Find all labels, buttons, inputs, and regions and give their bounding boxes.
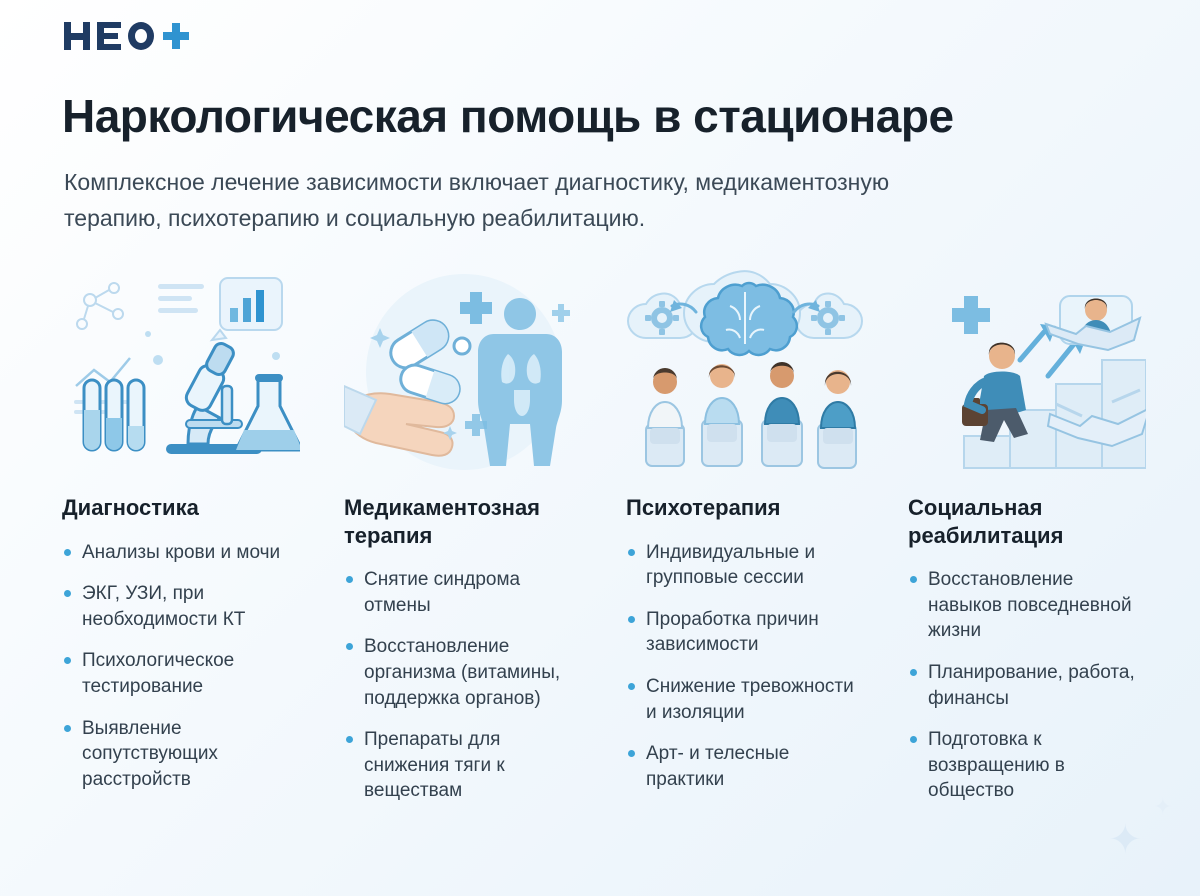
- column-list: [62, 540, 300, 793]
- list-item: Выявление сопутствующих расстройств: [62, 716, 300, 793]
- list-item: Подготовка к возвращению в общество: [908, 727, 1146, 804]
- list-item: Анализы крови и мочи: [62, 540, 300, 566]
- list-item: Арт- и телесные практики: [626, 741, 864, 792]
- list-item: ЭКГ, УЗИ, при необходимости КТ: [62, 581, 300, 632]
- list-item: Препараты для снижения тяги к веществам: [344, 727, 582, 804]
- list-item: Снижение тревожности и изоляции: [626, 674, 864, 725]
- column-social-rehab: [886, 268, 1168, 820]
- list-item: Снятие синдрома отмены: [344, 567, 582, 618]
- list-item: Психологическое тестирование: [62, 648, 300, 699]
- pills-hand-body-icon: [344, 268, 582, 478]
- list-item: Индивидуальные и групповые сессии: [626, 540, 864, 591]
- page-title: Наркологическая помощь в стационаре: [62, 89, 954, 142]
- stairs-handshake-icon: [908, 268, 1146, 478]
- column-psychotherapy: [604, 268, 886, 820]
- microscope-lab-icon: [62, 268, 300, 478]
- column-list: [626, 540, 864, 793]
- column-list: [344, 567, 582, 804]
- list-item: Восстановление навыков повседневной жизни: [908, 567, 1146, 644]
- column-medication: [322, 268, 604, 820]
- column-diagnostics: [40, 268, 322, 820]
- list-item: Планирование, работа, финансы: [908, 660, 1146, 711]
- column-heading: Медикаментозная терапия: [344, 495, 541, 548]
- column-heading: Социальная реабилитация: [908, 495, 1064, 548]
- list-item: Проработка причин зависимости: [626, 607, 864, 658]
- page-subtitle: Комплексное лечение зависимости включает диагностику, медикаментозную терапию, психотерапию и социальную реабилитацию.: [64, 169, 890, 231]
- sparkle-decoration-small: ✦: [1153, 794, 1172, 819]
- sparkle-decoration: ✦: [1108, 818, 1142, 862]
- column-heading: Психотерапия: [626, 495, 781, 520]
- column-heading: Диагностика: [62, 495, 199, 520]
- list-item: Восстановление организма (витамины, поддержка органов): [344, 634, 582, 711]
- neo-plus-logo: [64, 16, 204, 56]
- group-therapy-brain-icon: [626, 268, 864, 478]
- columns-container: [40, 268, 1168, 820]
- column-list: [908, 567, 1146, 804]
